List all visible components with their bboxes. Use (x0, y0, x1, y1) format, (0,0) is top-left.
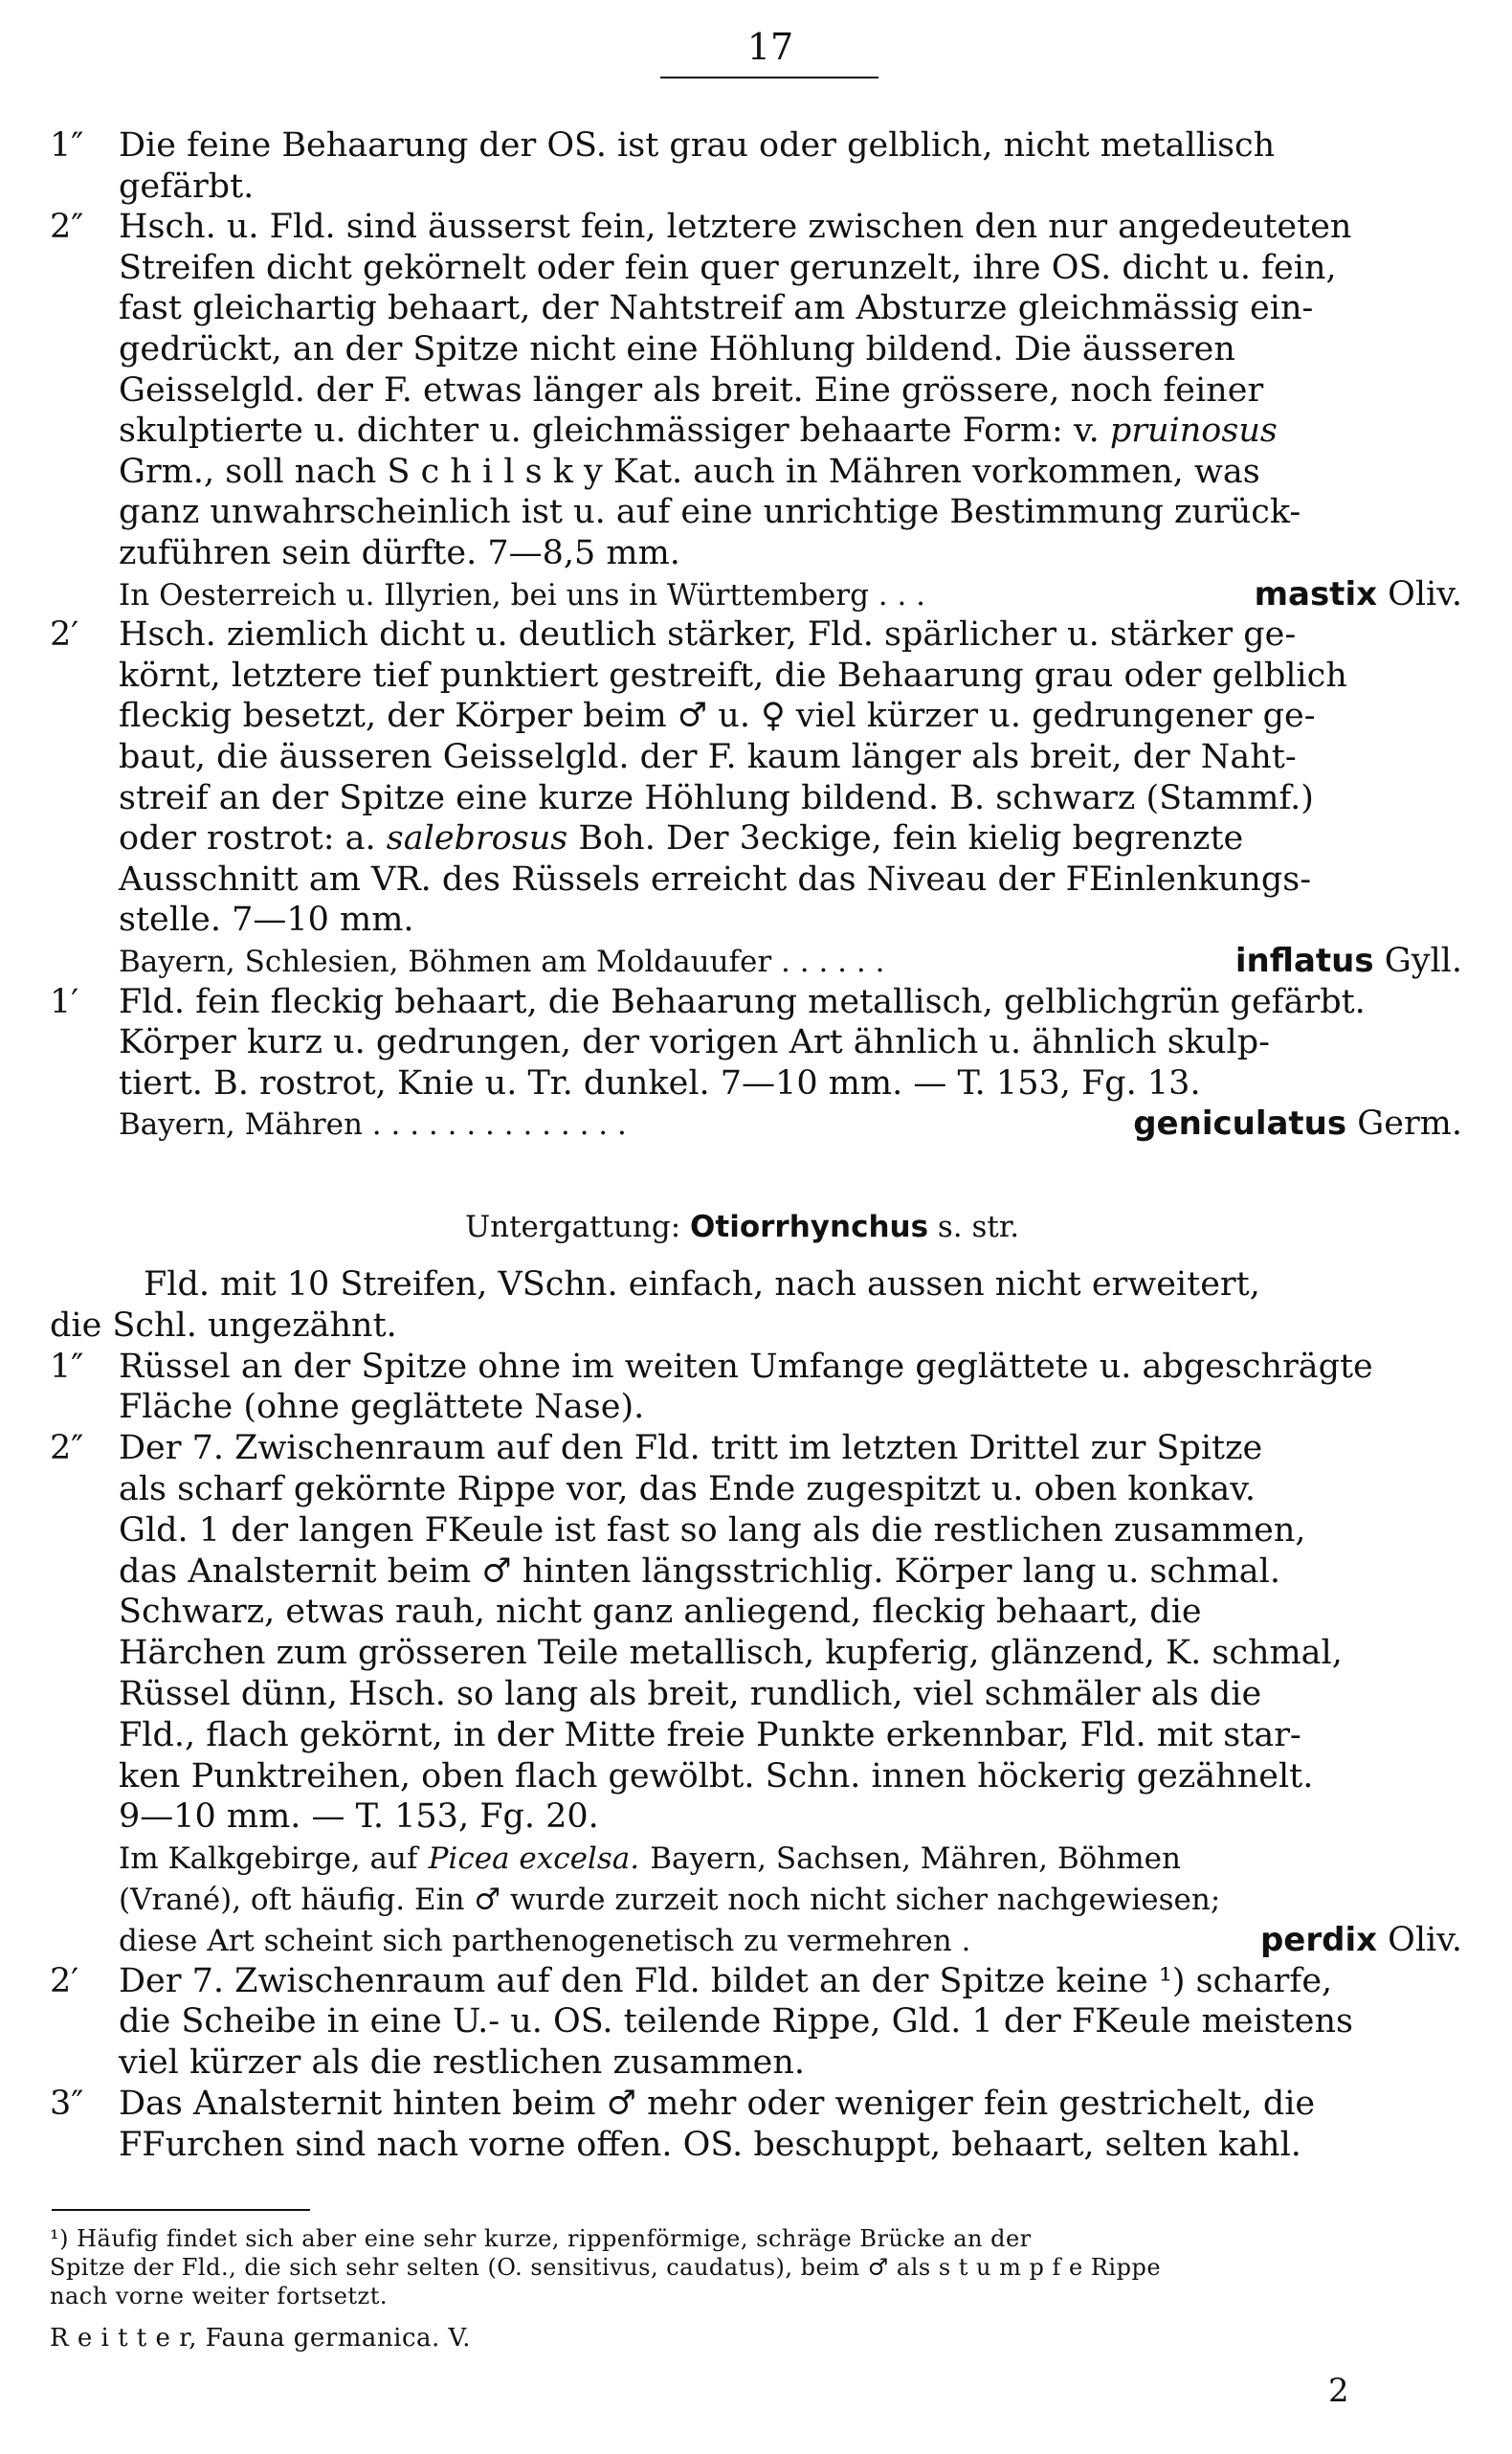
line-text: Hsch. u. Fld. sind äusserst fein, letztere zwischen den nur angedeuteten (119, 208, 1352, 247)
line-text: die Scheibe in eine U.- u. OS. teilende Rippe, Gld. 1 der FKeule meistens (119, 2002, 1353, 2041)
text-line (50, 534, 680, 572)
distribution-text: (Vrané), oft häufig. Ein ♂ wurde zurzeit noch nicht sicher nachgewiesen; (119, 1883, 1221, 1917)
species-name: geniculatus (1133, 1104, 1347, 1144)
text-line (50, 983, 1366, 1021)
text-line (50, 249, 1337, 287)
host-plant: Picea excelsa. (428, 1841, 640, 1877)
distribution-text: Bayern, Schlesien, Böhmen am Moldauufer . . . . . . (119, 945, 885, 979)
species-author: Oliv. (1388, 574, 1462, 614)
line-text: stelle. 7—10 mm. (119, 901, 414, 940)
species-author: Gyll. (1384, 942, 1462, 980)
distribution-text-cont: Bayern, Sachsen, Mähren, Böhmen (650, 1841, 1181, 1877)
footnote-line-1: ¹) Häufig findet sich aber eine sehr kurze, rippenförmige, schräge Brücke an der (50, 2225, 1032, 2252)
line-text: Körper kurz u. gedrungen, der vorigen Art ähnlich u. ähnlich skulp- (119, 1023, 1270, 1062)
line-text: Härchen zum grösseren Teile metallisch, kupferig, glänzend, K. schmal, (119, 1634, 1343, 1673)
line-text: Der 7. Zwischenraum auf den Fld. tritt im letzten Drittel zur Spitze (119, 1429, 1263, 1468)
text-line (50, 167, 254, 206)
text-line (50, 1306, 397, 1345)
subgenus-prefix: Untergattung: (465, 1210, 681, 1244)
text-line (50, 126, 1275, 165)
line-text: Gld. 1 der langen FKeule ist fast so lang als die restlichen zusammen, (119, 1510, 1306, 1550)
text-line (50, 779, 1314, 817)
species-author: Oliv. (1388, 1920, 1462, 1959)
line-text: Rüssel dünn, Hsch. so lang als breit, rundlich, viel schmäler als die (119, 1675, 1262, 1713)
sheet-signature: 2 (1328, 2372, 1349, 2410)
line-text: Fläche (ohne geglättete Nase). (119, 1388, 645, 1427)
distribution-text: diese Art scheint sich parthenogenetisch zu vermehren . (119, 1923, 971, 1958)
text-line (50, 2126, 1301, 2164)
couplet-number: 2′ (50, 615, 79, 655)
line-text: skulptierte u. dichter u. gleichmässiger behaarte Form: v. (119, 412, 1100, 451)
text-line (50, 1797, 599, 1836)
text-line (50, 615, 1296, 654)
text-line (50, 1962, 1332, 2000)
line-text: streif an der Spitze eine kurze Höhlung bildend. B. schwarz (Stammf.) (119, 778, 1314, 817)
text-line (50, 1675, 1261, 1713)
source-line: R e i t t e r, Fauna germanica. V. (50, 2324, 472, 2353)
footnote-rule (52, 2209, 310, 2211)
distribution-text: Im Kalkgebirge, auf (119, 1841, 418, 1877)
line-text: gedrückt, an der Spitze nicht eine Höhlung bildend. Die äusseren (119, 330, 1235, 368)
line-text: Rüssel an der Spitze ohne im weiten Umfange geglättete u. abgeschrägte (119, 1347, 1373, 1386)
line-text: Die feine Behaarung der OS. ist grau oder gelblich, nicht metallisch (119, 126, 1276, 165)
line-text: als scharf gekörnte Rippe vor, das Ende zugespitzt u. oben konkav. (119, 1470, 1256, 1508)
line-text: ganz unwahrscheinlich ist u. auf eine unrichtige Bestimmung zurück- (119, 493, 1301, 532)
couplet-number: 2″ (50, 208, 84, 247)
couplet-number: 1″ (50, 1347, 84, 1386)
text-line (50, 1839, 1181, 1878)
line-text: tiert. B. rostrot, Knie u. Tr. dunkel. 7—10 mm. — T. 153, Fg. 13. (119, 1063, 1201, 1103)
line-text: körnt, letztere tief punktiert gestreift, die Behaarung grau oder gelblich (119, 656, 1347, 695)
text-line (50, 371, 1263, 410)
line-text: baut, die äusseren Geisselgld. der F. kaum länger als breit, der Naht- (119, 738, 1297, 776)
text-line (144, 1265, 1260, 1304)
line-text: fast gleichartig behaart, der Nahtstreif am Absturze gleichmässig ein- (119, 289, 1314, 328)
line-text: viel kürzer als die restlichen zusammen. (119, 2043, 806, 2083)
text-line (50, 453, 1260, 491)
text-line (50, 1348, 1373, 1386)
subgenus-heading (465, 1208, 1019, 1246)
text-line (50, 493, 1301, 531)
couplet-number: 3″ (50, 2085, 84, 2123)
text-line (50, 1921, 1462, 1960)
species-name: inflatus (1234, 942, 1374, 980)
text-line (50, 289, 1313, 327)
distribution-text: Bayern, Mähren . . . . . . . . . . . . . . (119, 1107, 627, 1143)
footnote-line-3: nach vorne weiter fortsetzt. (50, 2283, 388, 2309)
line-text: FFurchen sind nach vorne offen. OS. beschuppt, behaart, selten kahl. (119, 2125, 1301, 2164)
line-text: Grm., soll nach S c h i l s k y Kat. auch in Mähren vorkommen, was (119, 452, 1260, 491)
line-text: gefärbt. (119, 167, 255, 206)
line-text: Fld. fein fleckig behaart, die Behaarung metallisch, gelblichgrün gefärbt. (119, 982, 1366, 1021)
couplet-number: 2″ (50, 1429, 84, 1468)
text-line (50, 697, 1316, 735)
taxon-name: salebrosus (386, 819, 568, 859)
text-line (50, 1552, 1280, 1591)
text-line (50, 1064, 1201, 1103)
line-text: die Schl. ungezähnt. (50, 1305, 397, 1345)
line-text: Fld. mit 10 Streifen, VSchn. einfach, nach aussen nicht erweitert, (144, 1265, 1260, 1304)
species-name: mastix (1254, 574, 1378, 614)
taxon-name: pruinosus (1109, 412, 1278, 451)
text-line (50, 1104, 1462, 1144)
page-number: 17 (746, 26, 794, 68)
text-line (50, 1634, 1343, 1672)
couplet-number: 1″ (50, 126, 84, 165)
text-line (50, 2043, 805, 2082)
text-line (50, 2002, 1353, 2041)
text-line (50, 901, 414, 939)
subgenus-suffix: s. str. (937, 1210, 1020, 1244)
text-line (50, 1470, 1256, 1508)
text-line (50, 1511, 1305, 1550)
text-line (50, 2085, 1315, 2123)
header-rule (660, 77, 878, 78)
line-text: 9—10 mm. — T. 153, Fg. 20. (119, 1797, 599, 1837)
text-line (50, 575, 1462, 614)
text-line (50, 330, 1235, 368)
text-line (50, 738, 1297, 776)
species-author: Germ. (1357, 1104, 1462, 1144)
line-text: Der 7. Zwischenraum auf den Fld. bildet an der Spitze keine ¹) scharfe, (119, 1961, 1333, 2000)
text-line (50, 1023, 1270, 1061)
subgenus-name: Otiorrhynchus (690, 1210, 929, 1244)
text-line (50, 942, 1462, 981)
line-text-cont: Boh. Der 3eckige, fein kielig begrenzte (578, 819, 1244, 859)
species-name: perdix (1259, 1920, 1378, 1959)
line-text: fleckig besetzt, der Körper beim ♂ u. ♀ viel kürzer u. gedrungener ge- (119, 697, 1316, 736)
footnote-line-2: Spitze der Fld., die sich sehr selten (O. sensitivus, caudatus), beim ♂ als s t u m p f e Rippe (50, 2254, 1162, 2281)
text-line (50, 1880, 1220, 1919)
text-line (50, 1388, 644, 1426)
line-text: Schwarz, etwas rauh, nicht ganz anliegend, fleckig behaart, die (119, 1593, 1202, 1632)
text-line (50, 1757, 1313, 1796)
text-line (50, 412, 1278, 450)
line-text: Ausschnitt am VR. des Rüssels erreicht das Niveau der FEinlenkungs- (119, 859, 1312, 899)
text-line (50, 819, 1243, 858)
line-text: Fld., flach gekörnt, in der Mitte freie Punkte erkennbar, Fld. mit star- (119, 1715, 1301, 1754)
line-text: Das Analsternit hinten beim ♂ mehr oder weniger fein gestrichelt, die (119, 2085, 1316, 2123)
text-line (50, 1429, 1262, 1467)
line-text: oder rostrot: a. (119, 819, 376, 859)
couplet-number: 1′ (50, 982, 79, 1021)
line-text: zuführen sein dürfte. 7—8,5 mm. (119, 534, 680, 572)
line-text: Streifen dicht gekörnelt oder fein quer gerunzelt, ihre OS. dicht u. fein, (119, 248, 1337, 287)
distribution-text: In Oesterreich u. Illyrien, bei uns in Württemberg . . . (119, 577, 926, 613)
text-line (50, 860, 1311, 899)
text-line (50, 1716, 1301, 1754)
line-text: ken Punktreihen, oben flach gewölbt. Schn. innen höckerig gezähnelt. (119, 1756, 1314, 1796)
couplet-number: 2′ (50, 1961, 79, 2000)
text-line (50, 208, 1351, 246)
line-text: Hsch. ziemlich dicht u. deutlich stärker, Fld. spärlicher u. stärker ge- (119, 615, 1297, 655)
text-line (50, 657, 1347, 695)
line-text: Geisselgld. der F. etwas länger als breit. Eine grössere, noch feiner (119, 370, 1264, 410)
line-text: das Analsternit beim ♂ hinten längsstrichlig. Körper lang u. schmal. (119, 1551, 1280, 1591)
text-line (50, 1593, 1202, 1631)
